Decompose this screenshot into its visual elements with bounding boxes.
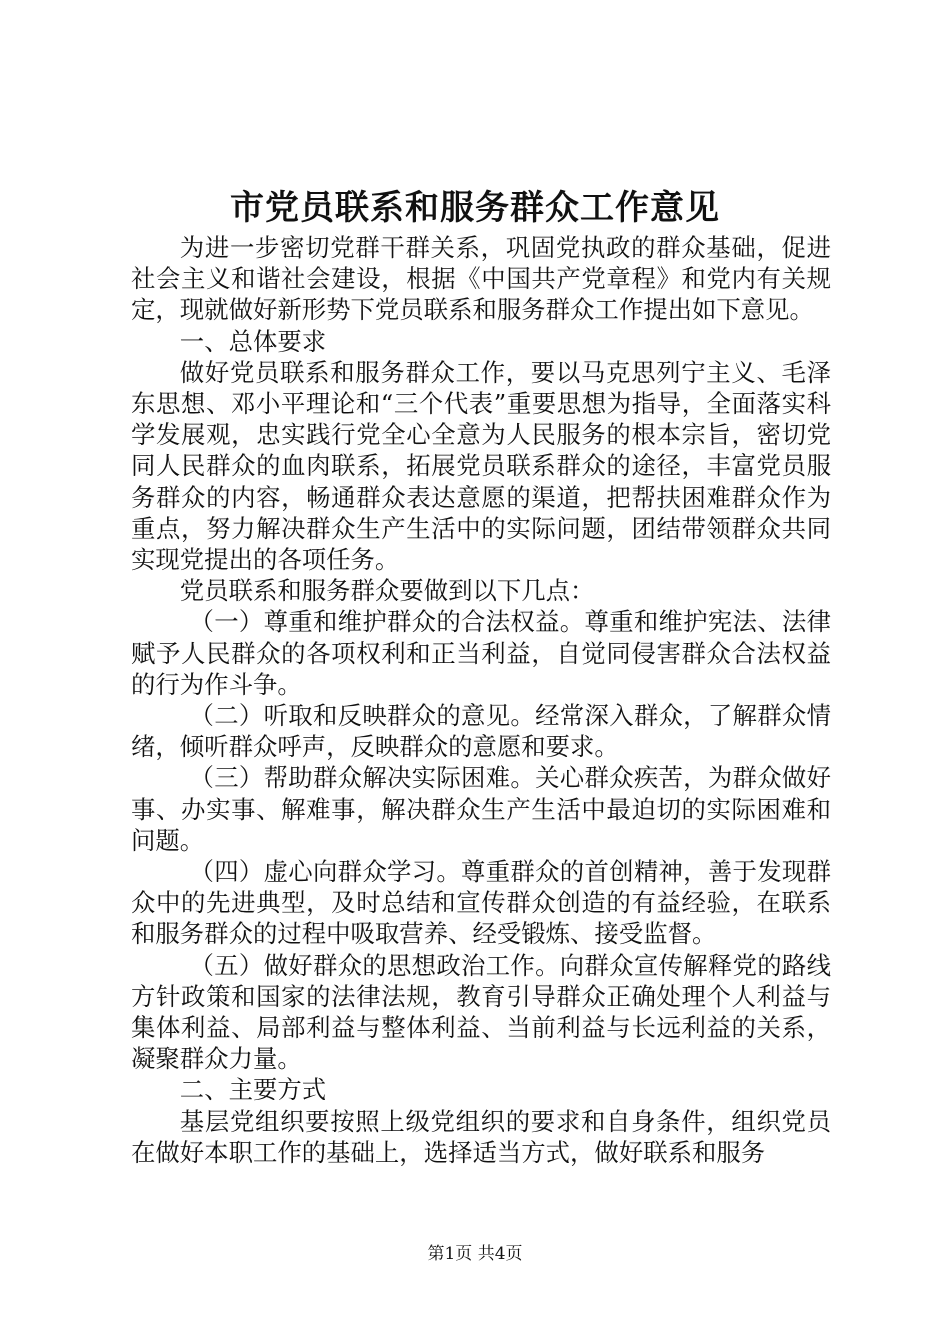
- general-requirements-paragraph: 做好党员联系和服务群众工作，要以马克思列宁主义、毛泽东思想、邓小平理论和“三个代表”重要思想为指导，全面落实科学发展观，忠实践行党全心全意为人民服务的根本宗旨，密切党同人民群众的血肉联系，拓展党员联系群众的途径，丰富党员服务群众的内容，畅通群众表达意愿的渠道，把帮扶困难群众作为重点，努力解决群众生产生活中的实际问题，团结带领群众共同实现党提出的各项任务。: [131, 357, 831, 575]
- document-title: 市党员联系和服务群众工作意见: [230, 188, 720, 228]
- point-1-paragraph: （一）尊重和维护群众的合法权益。尊重和维护宪法、法律赋予人民群众的各项权利和正当利益，自觉同侵害群众合法权益的行为作斗争。: [131, 607, 831, 699]
- main-methods-paragraph: 基层党组织要按照上级党组织的要求和自身条件，组织党员在做好本职工作的基础上，选择适当方式，做好联系和服务: [131, 1106, 831, 1167]
- point-5-paragraph: （五）做好群众的思想政治工作。向群众宣传解释党的路线方针政策和国家的法律法规，教育引导群众正确处理个人利益与集体利益、局部利益与整体利益、当前利益与长远利益的关系，凝聚群众力量。: [131, 950, 831, 1074]
- point-2-paragraph: （二）听取和反映群众的意见。经常深入群众，了解群众情绪，倾听群众呼声，反映群众的意愿和要求。: [131, 701, 831, 762]
- document-body: [131, 232, 831, 1168]
- section-heading-general-requirements: 一、总体要求: [179, 326, 327, 356]
- intro-paragraph: 为进一步密切党群干群关系，巩固党执政的群众基础，促进社会主义和谐社会建设，根据《中国共产党章程》和党内有关规定，现就做好新形势下党员联系和服务群众工作提出如下意见。: [131, 233, 831, 325]
- section-heading-main-methods: 二、主要方式: [179, 1075, 327, 1105]
- page-number-footer: 第1页 共4页: [427, 1244, 523, 1264]
- point-4-paragraph: （四）虚心向群众学习。尊重群众的首创精神，善于发现群众中的先进典型，及时总结和宣传群众创造的有益经验，在联系和服务群众的过程中吸取营养、经受锻炼、接受监督。: [131, 857, 831, 949]
- point-3-paragraph: （三）帮助群众解决实际困难。关心群众疾苦，为群众做好事、办实事、解难事，解决群众生产生活中最迫切的实际困难和问题。: [131, 763, 831, 855]
- points-intro-paragraph: 党员联系和服务群众要做到以下几点：: [179, 576, 595, 606]
